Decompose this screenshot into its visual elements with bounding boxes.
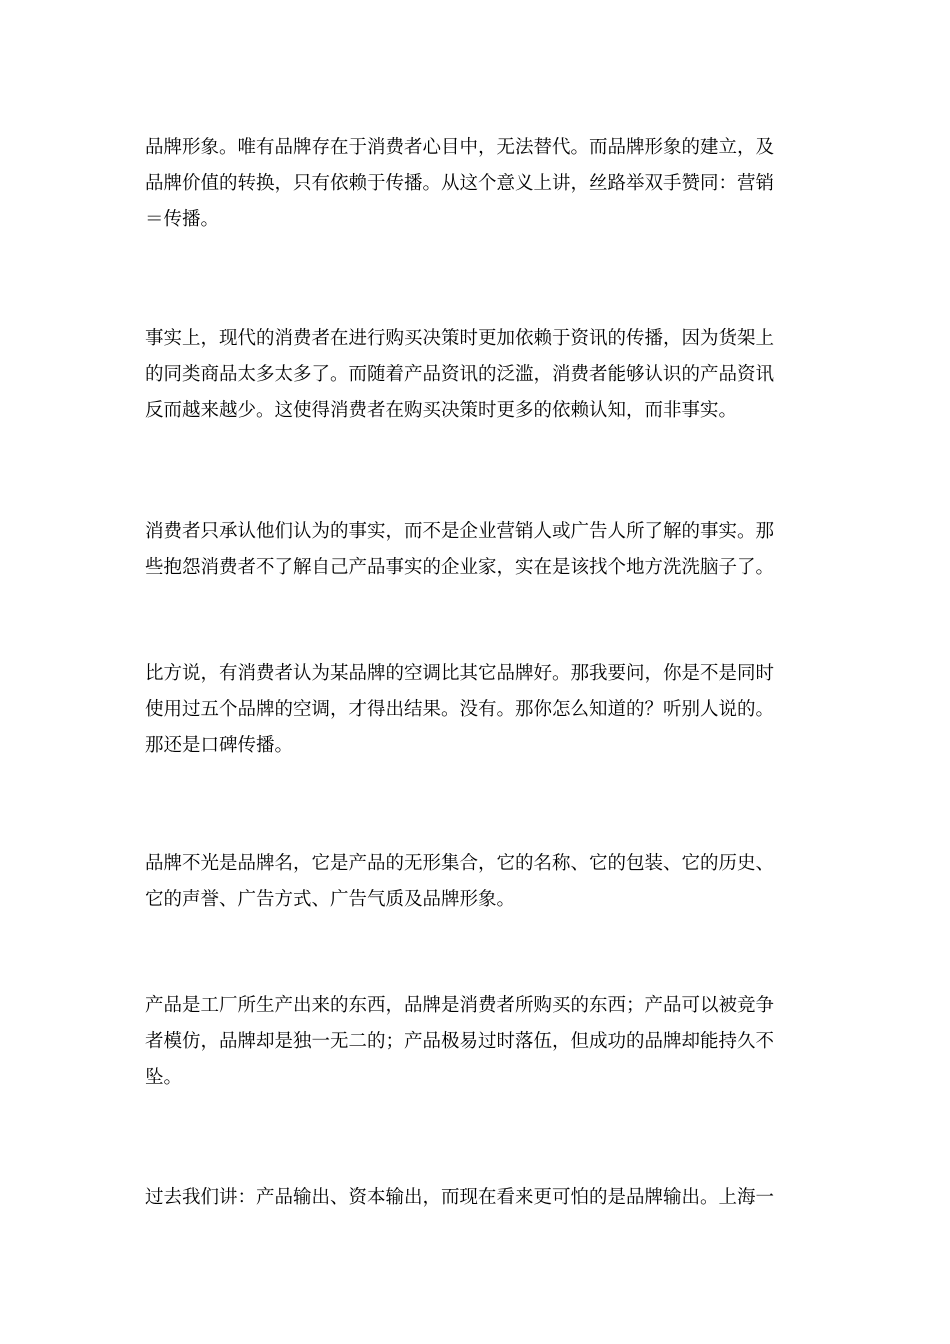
text-line: 品牌价值的转换，只有依赖于传播。从这个意义上讲，丝路举双手赞同：营销 xyxy=(145,173,775,194)
text-line: 反而越来越少。这使得消费者在购买决策时更多的依赖认知，而非事实。 xyxy=(145,400,738,421)
text-line: 使用过五个品牌的空调，才得出结果。没有。那你怎么知道的？听别人说的。 xyxy=(145,699,775,720)
text-line: 的同类商品太多太多了。而随着产品资讯的泛滥，消费者能够认识的产品资讯 xyxy=(145,364,775,385)
text-line: 品牌形象。唯有品牌存在于消费者心目中，无法替代。而品牌形象的建立，及 xyxy=(145,137,775,158)
text-line: 些抱怨消费者不了解自己产品事实的企业家，实在是该找个地方洗洗脑子了。 xyxy=(145,557,775,578)
text-line: 那还是口碑传播。 xyxy=(145,735,294,756)
text-line: ＝传播。 xyxy=(145,209,220,230)
text-line: 过去我们讲：产品输出、资本输出，而现在看来更可怕的是品牌输出。上海一 xyxy=(145,1187,775,1208)
text-line: 消费者只承认他们认为的事实，而不是企业营销人或广告人所了解的事实。那 xyxy=(145,521,775,542)
paragraph-3 xyxy=(145,514,810,586)
paragraph-4 xyxy=(145,656,810,764)
text-line: 事实上，现代的消费者在进行购买决策时更加依赖于资讯的传播，因为货架上 xyxy=(145,328,775,349)
paragraph-7 xyxy=(145,1180,810,1216)
paragraph-2 xyxy=(145,321,810,429)
text-line: 坠。 xyxy=(145,1067,183,1088)
text-line: 者模仿，品牌却是独一无二的；产品极易过时落伍，但成功的品牌却能持久不 xyxy=(145,1031,775,1052)
paragraph-5 xyxy=(145,846,810,918)
text-line: 比方说，有消费者认为某品牌的空调比其它品牌好。那我要问，你是不是同时 xyxy=(145,663,775,684)
text-line: 产品是工厂所生产出来的东西，品牌是消费者所购买的东西；产品可以被竞争 xyxy=(145,995,775,1016)
text-line: 品牌不光是品牌名，它是产品的无形集合，它的名称、它的包装、它的历史、 xyxy=(145,853,775,874)
paragraph-6 xyxy=(145,988,810,1096)
text-line: 它的声誉、广告方式、广告气质及品牌形象。 xyxy=(145,889,516,910)
paragraph-1 xyxy=(145,130,810,238)
